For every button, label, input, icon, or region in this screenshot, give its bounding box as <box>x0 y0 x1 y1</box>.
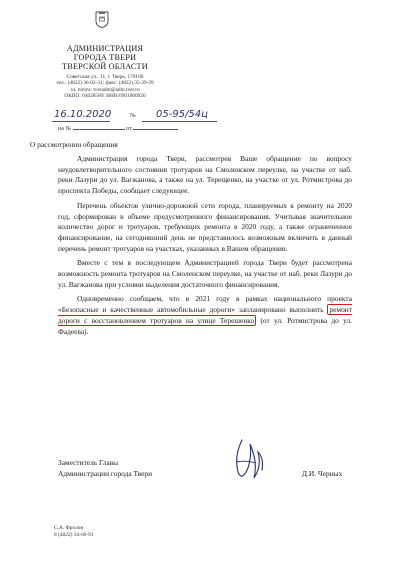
paragraph-4-start: Одновременно сообщаем, что в 2021 году в рамках национального проекта «Безопасные и качественные автомобильные дороги» запланировано выполнить <box>58 294 352 315</box>
body-paragraph-2: Перечень объектов улично-дорожной сети города, планируемых к ремонту на 2020 год, сформирован в объеме предусмотренного финансирования. Учитывая значительное количество дорог и тротуаров, требующих ремонта в 2020 году, а также ограниченное финансирование, на сегодняшний день не представилось возможным включить в данный перечень ремонт тротуаров на участках, указанных в Вашем обращении. <box>58 200 352 253</box>
letter-subject: О рассмотрении обращения <box>30 140 118 149</box>
registration-line <box>52 109 252 125</box>
position-line-1: Заместитель Главы <box>58 458 119 467</box>
ref-ot-label: от <box>126 126 132 132</box>
ref-na-label: на № <box>58 126 72 132</box>
organization-title <box>30 44 180 71</box>
highlighted-phrase: ремонт дороги с восстановлением тротуаров на улице Терешенко <box>58 305 352 325</box>
reference-line <box>58 126 258 132</box>
org-line-1: АДМИНИСТРАЦИЯ <box>66 44 144 53</box>
signatory-position <box>58 458 152 479</box>
number-underline <box>142 121 217 122</box>
org-phones: тел.: (4822) 36-02-31; факс: (4822) 35-39-39 <box>56 80 154 87</box>
org-codes: ОКПО: 04028589; ИНН:6901000920 <box>64 92 146 99</box>
executor-phone: 8 (4822) 34-66-91 <box>54 532 94 538</box>
handwritten-signature <box>228 432 268 487</box>
body-paragraph-3: Вместе с тем в последующем Администрацией города Твери будет рассмотрена возможность ремонта тротуаров на Смоленском переулке, на участке от наб. реки Лазури до ул. Вагжанова при условии выделения достаточного финансирования. <box>58 258 352 289</box>
paragraph-4-end: (от ул. Ротмистрова до ул. Фадеева). <box>58 315 353 336</box>
letter-body <box>58 154 352 341</box>
date-underline <box>52 121 110 122</box>
ref-number-underline <box>73 129 125 130</box>
org-line-3: ТВЕРСКОЙ ОБЛАСТИ <box>62 62 148 71</box>
org-contacts <box>30 74 180 99</box>
ref-date-underline <box>133 129 178 130</box>
executor-info <box>54 525 94 539</box>
body-paragraph-4 <box>58 294 352 337</box>
org-email: эл. почта: tveradm@adm.tver.ru <box>70 86 140 93</box>
registration-number: 05-95/54ц <box>156 109 208 120</box>
registration-date: 16.10.2020 <box>54 109 112 120</box>
executor-name: С.А. Фролов <box>54 525 84 531</box>
coat-of-arms-icon <box>95 10 109 28</box>
org-address: Советская ул., 11, г. Тверь, 170100 <box>66 74 144 80</box>
signatory-name: Д.И. Черных <box>302 469 343 478</box>
position-line-2: Администрации города Твери <box>58 468 153 478</box>
org-line-2: ГОРОДА ТВЕРИ <box>73 53 137 62</box>
body-paragraph-1: Администрация города Твери, рассмотрев Ваше обращение по вопросу неудовлетворительного состояния тротуаров на Смоленском переулке, на участке от наб. реки Лазури до ул. Вагжанова, а также на ул. Терещенко, на участке от ул. Ротмистрова до проспекта Победы, сообщает следующее. <box>58 154 352 196</box>
number-label: № <box>130 113 136 119</box>
